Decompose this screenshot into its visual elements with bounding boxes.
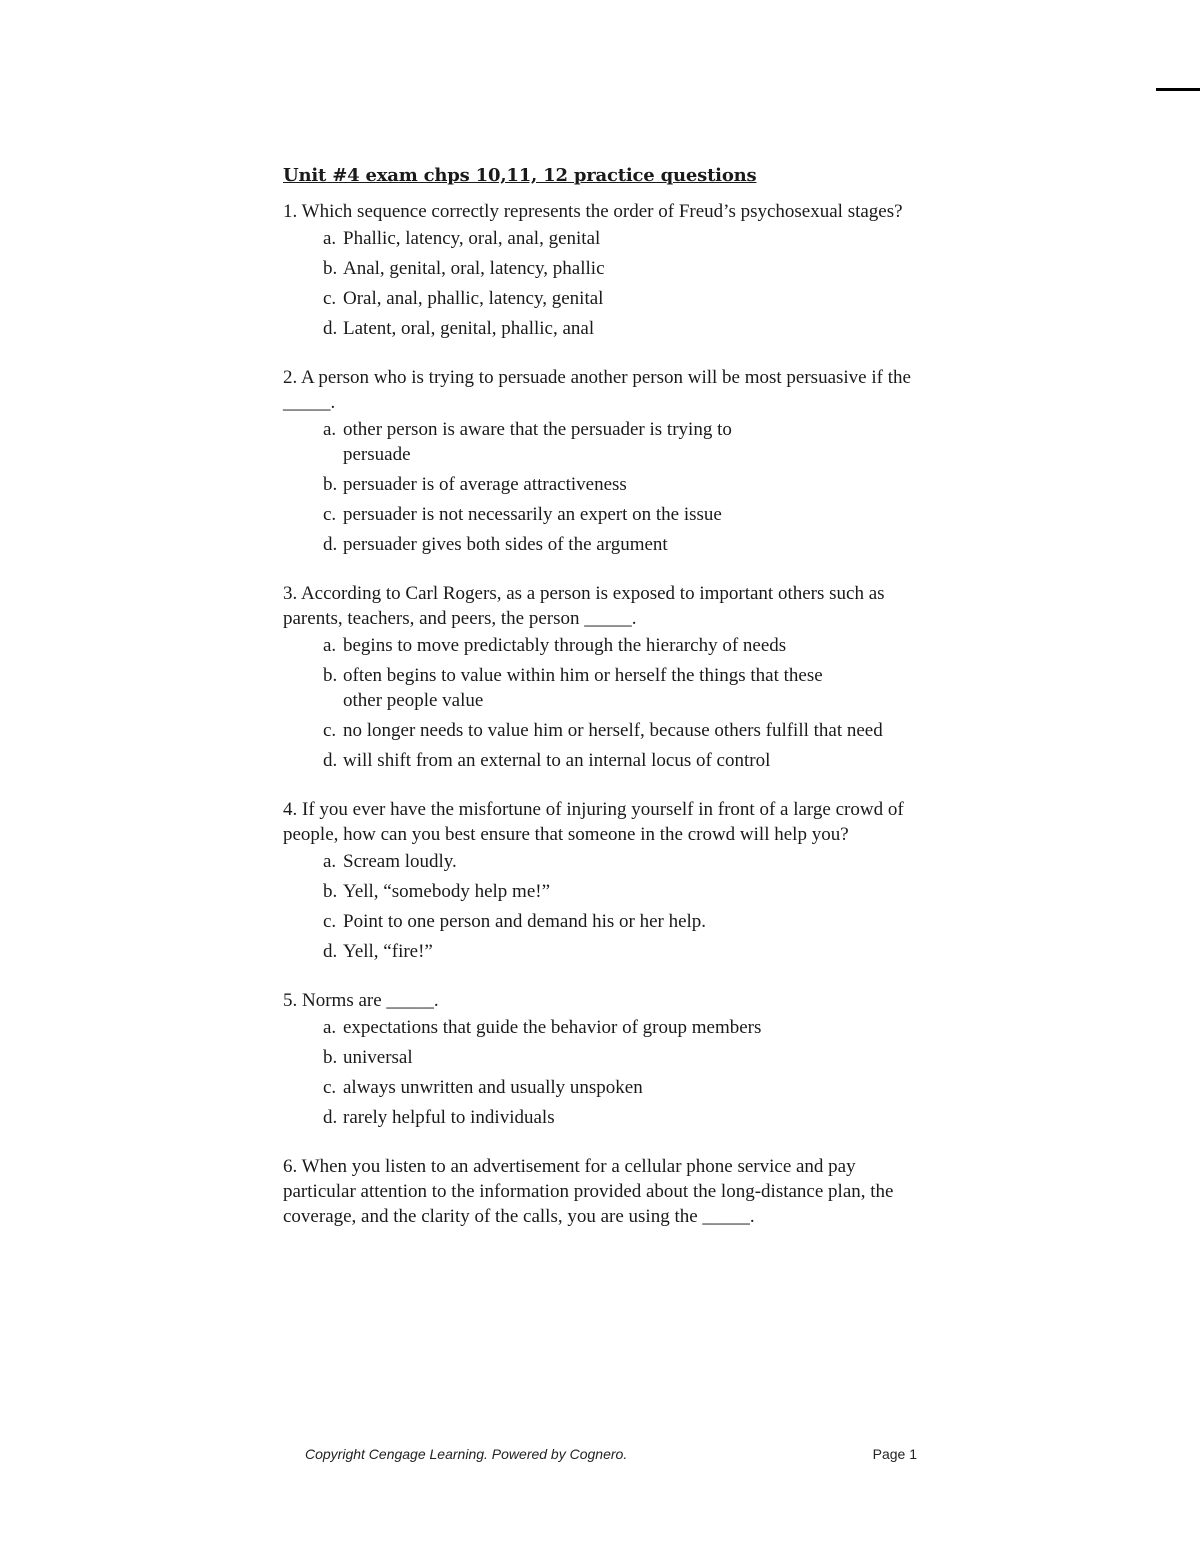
question-1 [283, 199, 933, 341]
option [283, 879, 933, 904]
option-list [283, 226, 933, 341]
option-letter: a. [323, 419, 337, 440]
option-letter: a. [323, 635, 337, 656]
option [283, 1075, 933, 1100]
option-text: Yell, “somebody help me!” [343, 881, 551, 902]
option-text: begins to move predictably through the hierarchy of needs [343, 635, 787, 656]
option-letter: b. [323, 258, 338, 279]
option-text: other person is aware that the persuader is trying to persuade [343, 419, 732, 465]
question-stem: 2. A person who is trying to persuade another person will be most persuasive if the _____. [283, 367, 911, 413]
question-stem: 6. When you listen to an advertisement for a cellular phone service and pay particular attention to the information provided about the long-distance plan, the coverage, and the clarity of the calls, you are using the _____. [283, 1156, 894, 1227]
option-list [283, 417, 933, 557]
option-text: Latent, oral, genital, phallic, anal [343, 318, 595, 339]
option-text: Yell, “fire!” [343, 941, 433, 962]
option-text: Point to one person and demand his or her help. [343, 911, 707, 932]
question-stem: 5. Norms are _____. [283, 990, 439, 1011]
option-text: Scream loudly. [343, 851, 457, 872]
question-3 [283, 581, 933, 773]
option-letter: c. [323, 1077, 337, 1098]
option-letter: a. [323, 1017, 337, 1038]
option [283, 502, 933, 527]
option [283, 286, 933, 311]
option-text: will shift from an external to an internal locus of control [343, 750, 771, 771]
option [283, 939, 933, 964]
option [283, 256, 933, 281]
option [283, 909, 883, 934]
option-text: Phallic, latency, oral, anal, genital [343, 228, 601, 249]
option-letter: c. [323, 720, 337, 741]
option [283, 663, 883, 713]
option-text: universal [343, 1047, 413, 1068]
option [283, 718, 883, 743]
option-letter: d. [323, 318, 338, 339]
copyright-notice: Copyright Cengage Learning. Powered by Cognero. [305, 1446, 628, 1462]
option-list [283, 849, 933, 964]
corner-rule [1156, 88, 1200, 91]
option-letter: b. [323, 474, 338, 495]
option-text: persuader gives both sides of the argument [343, 534, 668, 555]
option-text: often begins to value within him or herself the things that these other people value [343, 665, 823, 711]
option-letter: c. [323, 911, 337, 932]
option-text: expectations that guide the behavior of group members [343, 1017, 762, 1038]
option [283, 417, 883, 467]
option-letter: a. [323, 228, 337, 249]
question-stem: 3. According to Carl Rogers, as a person is exposed to important others such as parents, teachers, and peers, the person _____. [283, 583, 885, 629]
page-number: Page 1 [872, 1446, 917, 1462]
option [283, 1015, 933, 1040]
option [283, 633, 933, 658]
option-letter: b. [323, 665, 338, 686]
option [283, 472, 933, 497]
option [283, 1105, 933, 1130]
option-letter: d. [323, 534, 338, 555]
question-2 [283, 365, 933, 557]
option-letter: b. [323, 881, 338, 902]
option [283, 748, 933, 773]
option-letter: c. [323, 504, 337, 525]
option-text: always unwritten and usually unspoken [343, 1077, 643, 1098]
document-body [283, 163, 933, 1253]
option-text: no longer needs to value him or herself, because others fulfill that need [343, 720, 883, 741]
option-text: persuader is of average attractiveness [343, 474, 627, 495]
option-letter: d. [323, 941, 338, 962]
question-4 [283, 797, 933, 964]
document-title: Unit #4 exam chps 10,11, 12 practice questions [283, 165, 757, 186]
option [283, 532, 933, 557]
question-stem: 4. If you ever have the misfortune of injuring yourself in front of a large crowd of people, how can you best ensure that someone in the crowd will help you? [283, 799, 904, 845]
option [283, 849, 933, 874]
option-text: Oral, anal, phallic, latency, genital [343, 288, 604, 309]
option-letter: d. [323, 750, 338, 771]
option-text: rarely helpful to individuals [343, 1107, 555, 1128]
option-letter: b. [323, 1047, 338, 1068]
option-letter: c. [323, 288, 337, 309]
option-text: persuader is not necessarily an expert on the issue [343, 504, 722, 525]
option-list [283, 633, 933, 773]
option-text: Anal, genital, oral, latency, phallic [343, 258, 605, 279]
option [283, 226, 933, 251]
option [283, 316, 933, 341]
option-letter: d. [323, 1107, 338, 1128]
option-list [283, 1015, 933, 1130]
question-5 [283, 988, 933, 1130]
question-6 [283, 1154, 933, 1229]
question-stem: 1. Which sequence correctly represents the order of Freud’s psychosexual stages? [283, 201, 903, 222]
option [283, 1045, 933, 1070]
option-letter: a. [323, 851, 337, 872]
